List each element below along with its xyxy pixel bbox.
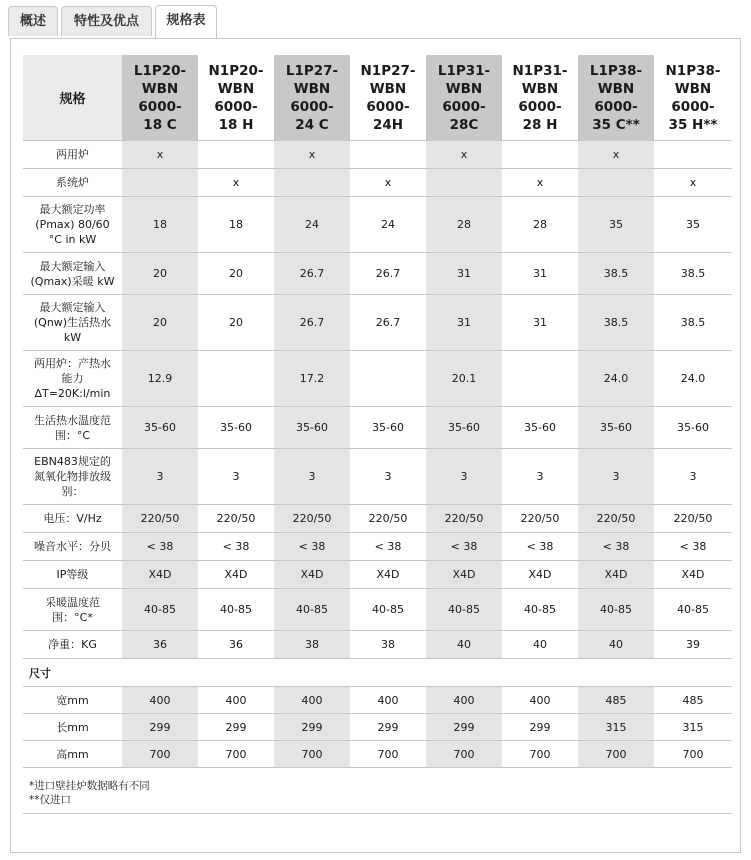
table-cell: 220/50 (426, 505, 502, 533)
model-header-line: N1P27- (360, 62, 416, 79)
row-label-line: 最大额定输入 (39, 301, 106, 314)
table-cell: X4D (502, 561, 578, 589)
table-cell: 31 (426, 295, 502, 351)
row-label-line: 长mm (56, 720, 89, 734)
model-header-line: 28C (449, 116, 479, 133)
row-label (23, 407, 122, 449)
table-cell: 700 (426, 741, 502, 768)
table-cell: 40-85 (350, 589, 426, 631)
row-label (23, 351, 122, 407)
table-cell: x (198, 169, 274, 197)
model-header (426, 55, 502, 141)
table-cell: 3 (578, 449, 654, 505)
model-header-line: 6000- (594, 98, 638, 115)
table-cell: x (578, 141, 654, 169)
table-cell: 35-60 (350, 407, 426, 449)
table-cell (274, 169, 350, 197)
row-label (23, 561, 122, 589)
model-header-line: L1P38- (589, 62, 643, 79)
row-label (23, 687, 122, 714)
table-cell: 299 (502, 714, 578, 741)
table-cell: 700 (654, 741, 732, 768)
table-row (23, 561, 732, 589)
table-cell: 26.7 (350, 253, 426, 295)
table-cell: 20 (198, 295, 274, 351)
table-cell: 40-85 (122, 589, 198, 631)
table-cell: 3 (654, 449, 732, 505)
table-cell: 3 (122, 449, 198, 505)
table-cell: 220/50 (274, 505, 350, 533)
table-cell: 3 (350, 449, 426, 505)
model-header-line: 35 H** (668, 116, 718, 133)
table-cell: 40-85 (426, 589, 502, 631)
row-label-line: 两用炉 (56, 148, 89, 161)
model-header-line: 6000- (290, 98, 334, 115)
table-cell: 400 (426, 687, 502, 714)
table-cell: 700 (350, 741, 426, 768)
header-row (23, 55, 732, 141)
table-cell (350, 141, 426, 169)
model-header-line: L1P20- (133, 62, 187, 79)
table-cell: X4D (426, 561, 502, 589)
model-header-line: WBN (293, 80, 331, 97)
table-cell: 31 (426, 253, 502, 295)
model-header-line: 6000- (214, 98, 258, 115)
table-cell: 35-60 (198, 407, 274, 449)
spec-table (23, 55, 732, 768)
table-cell: 40-85 (198, 589, 274, 631)
table-cell: < 38 (654, 533, 732, 561)
model-header-line: WBN (369, 80, 407, 97)
table-cell: 3 (426, 449, 502, 505)
table-cell: 220/50 (198, 505, 274, 533)
table-cell: X4D (198, 561, 274, 589)
table-cell: 24 (274, 197, 350, 253)
table-cell: 40-85 (654, 589, 732, 631)
row-label (23, 295, 122, 351)
table-cell: 315 (654, 714, 732, 741)
model-header (578, 55, 654, 141)
tab-overview[interactable]: 概述 (8, 6, 58, 36)
model-header-line: 18 H (218, 116, 254, 133)
section-title: 尺寸 (23, 659, 732, 687)
model-header-line: 6000- (366, 98, 410, 115)
table-cell: x (654, 169, 732, 197)
table-cell: 36 (198, 631, 274, 659)
table-cell: 38 (274, 631, 350, 659)
table-row (23, 714, 732, 741)
row-label (23, 505, 122, 533)
model-header-line: L1P31- (437, 62, 491, 79)
row-label (23, 197, 122, 253)
table-cell: 35-60 (654, 407, 732, 449)
row-label (23, 589, 122, 631)
table-cell: 38.5 (578, 295, 654, 351)
table-row (23, 631, 732, 659)
table-cell (122, 169, 198, 197)
table-row (23, 169, 732, 197)
table-cell: 24.0 (578, 351, 654, 407)
row-label-line: (Pmax) 80/60 (35, 218, 110, 231)
table-cell: X4D (122, 561, 198, 589)
model-header-line: 6000- (442, 98, 486, 115)
table-cell (578, 169, 654, 197)
table-cell: X4D (578, 561, 654, 589)
table-row (23, 449, 732, 505)
table-cell: < 38 (122, 533, 198, 561)
row-label (23, 169, 122, 197)
footnotes (23, 775, 732, 814)
row-label-line: 噪音水平：分贝 (34, 540, 111, 553)
table-cell: 35-60 (274, 407, 350, 449)
table-cell: 3 (274, 449, 350, 505)
table-cell: 40-85 (274, 589, 350, 631)
table-row (23, 533, 732, 561)
table-cell: x (502, 169, 578, 197)
model-header-line: L1P27- (285, 62, 339, 79)
table-cell: x (426, 141, 502, 169)
row-label-line: 别： (61, 485, 84, 498)
row-label-line: 采暖温度范 (45, 595, 100, 609)
row-label (23, 533, 122, 561)
table-cell: 400 (350, 687, 426, 714)
row-label (23, 449, 122, 505)
table-cell: 40 (426, 631, 502, 659)
table-cell: 400 (122, 687, 198, 714)
row-label-line: 两用炉：产热水 (34, 357, 111, 370)
model-header-line: WBN (521, 80, 559, 97)
table-cell (502, 141, 578, 169)
table-cell: 3 (502, 449, 578, 505)
row-label-line: 氮氧化物排放级 (34, 470, 111, 483)
row-label-line: 围：°C (54, 428, 91, 442)
table-cell: 39 (654, 631, 732, 659)
table-cell (654, 141, 732, 169)
table-cell: 3 (198, 449, 274, 505)
table-cell: 220/50 (502, 505, 578, 533)
table-cell: 220/50 (350, 505, 426, 533)
table-cell: 40-85 (502, 589, 578, 631)
table-row (23, 295, 732, 351)
table-row (23, 351, 732, 407)
table-cell: 28 (426, 197, 502, 253)
row-label-line: 最大额定功率 (39, 203, 106, 216)
table-cell: 700 (578, 741, 654, 768)
model-header (122, 55, 198, 141)
table-cell: < 38 (426, 533, 502, 561)
table-cell: 35 (654, 197, 732, 253)
table-cell: 17.2 (274, 351, 350, 407)
table-cell: 40 (578, 631, 654, 659)
table-row (23, 253, 732, 295)
row-label-line: 高mm (56, 747, 89, 761)
row-label-line: 电压：V/Hz (43, 512, 102, 525)
row-label (23, 714, 122, 741)
model-header (654, 55, 732, 141)
table-cell: X4D (274, 561, 350, 589)
row-label-line: 系统炉 (56, 176, 89, 189)
row-label-line: 生活热水温度范 (34, 413, 111, 427)
table-cell: 31 (502, 295, 578, 351)
table-cell: 35-60 (122, 407, 198, 449)
table-cell: 31 (502, 253, 578, 295)
row-label-line: 能力 (61, 372, 84, 385)
table-cell: 40-85 (578, 589, 654, 631)
row-label-line: EBN483规定的 (34, 455, 111, 468)
table-cell: 299 (122, 714, 198, 741)
model-header-line: 6000- (138, 98, 182, 115)
table-cell: 24.0 (654, 351, 732, 407)
table-cell: 20 (122, 253, 198, 295)
table-cell (198, 141, 274, 169)
table-cell: 35-60 (426, 407, 502, 449)
model-header-line: WBN (141, 80, 179, 97)
table-cell: x (274, 141, 350, 169)
table-row (23, 407, 732, 449)
table-cell: 38.5 (654, 253, 732, 295)
row-label-line: °C in kW (48, 233, 97, 246)
table-cell: x (350, 169, 426, 197)
table-cell: 20.1 (426, 351, 502, 407)
table-cell (426, 169, 502, 197)
row-label (23, 741, 122, 768)
row-label (23, 631, 122, 659)
model-header-line: 18 C (143, 116, 177, 133)
footnote-2: **仅进口 (29, 794, 71, 806)
table-cell: 220/50 (578, 505, 654, 533)
model-header (502, 55, 578, 141)
table-cell: 35-60 (502, 407, 578, 449)
table-row (23, 687, 732, 714)
row-label-line: 宽mm (56, 693, 89, 707)
table-cell: 28 (502, 197, 578, 253)
table-cell (350, 351, 426, 407)
row-label-line: (Qmax)采暖 kW (30, 274, 115, 288)
row-label-line: (Qnw)生活热水 (33, 316, 112, 329)
model-header (274, 55, 350, 141)
table-cell: 400 (502, 687, 578, 714)
table-cell: < 38 (578, 533, 654, 561)
table-cell: 400 (198, 687, 274, 714)
model-header-line: 35 C** (592, 116, 640, 133)
table-cell: 315 (578, 714, 654, 741)
section-row (23, 659, 732, 687)
table-cell: 26.7 (274, 253, 350, 295)
table-cell: 18 (198, 197, 274, 253)
row-label-line: 围：°C* (52, 610, 93, 624)
table-cell: 299 (198, 714, 274, 741)
table-cell: 299 (350, 714, 426, 741)
table-row (23, 141, 732, 169)
table-cell: 400 (274, 687, 350, 714)
row-label-line: IP等级 (56, 568, 89, 581)
table-cell: 24 (350, 197, 426, 253)
footnote-1: *进口壁挂炉数据略有不同 (29, 780, 150, 792)
spec-panel (10, 38, 741, 853)
table-cell: 26.7 (274, 295, 350, 351)
model-header (198, 55, 274, 141)
row-label-line: 净重：KG (48, 638, 97, 651)
model-header-line: WBN (445, 80, 483, 97)
tab-specifications[interactable]: 规格表 (155, 5, 217, 39)
model-header-line: WBN (217, 80, 255, 97)
table-row (23, 589, 732, 631)
model-header-line: N1P31- (512, 62, 568, 79)
table-cell: < 38 (274, 533, 350, 561)
table-cell: 26.7 (350, 295, 426, 351)
row-label (23, 253, 122, 295)
table-cell: 299 (426, 714, 502, 741)
table-cell: < 38 (502, 533, 578, 561)
table-cell: 299 (274, 714, 350, 741)
table-row (23, 197, 732, 253)
table-cell: 220/50 (122, 505, 198, 533)
table-cell: 40 (502, 631, 578, 659)
model-header (350, 55, 426, 141)
row-label-line: 最大额定输入 (39, 259, 106, 273)
table-cell: 20 (198, 253, 274, 295)
table-cell: 700 (502, 741, 578, 768)
table-cell: X4D (350, 561, 426, 589)
table-cell: 38 (350, 631, 426, 659)
model-header-line: 24 C (295, 116, 329, 133)
row-label (23, 141, 122, 169)
row-label-line: ∆T=20K:l/min (34, 387, 111, 400)
table-cell: 485 (654, 687, 732, 714)
table-cell: X4D (654, 561, 732, 589)
row-label-line: kW (63, 331, 82, 344)
model-header-line: 28 H (522, 116, 558, 133)
spec-header-label: 规格 (23, 55, 122, 141)
table-cell: x (122, 141, 198, 169)
model-header-line: WBN (674, 80, 712, 97)
table-cell: 20 (122, 295, 198, 351)
model-header-line: N1P20- (208, 62, 264, 79)
table-cell: 700 (274, 741, 350, 768)
table-cell: 220/50 (654, 505, 732, 533)
table-cell (198, 351, 274, 407)
table-cell: 18 (122, 197, 198, 253)
table-cell: 485 (578, 687, 654, 714)
table-cell: 35 (578, 197, 654, 253)
tab-features[interactable]: 特性及优点 (61, 6, 152, 36)
model-header-line: 24H (372, 116, 404, 133)
table-cell: 35-60 (578, 407, 654, 449)
table-cell: < 38 (198, 533, 274, 561)
table-cell (502, 351, 578, 407)
table-cell: 38.5 (654, 295, 732, 351)
model-header-line: 6000- (518, 98, 562, 115)
table-cell: 38.5 (578, 253, 654, 295)
model-header-line: N1P38- (665, 62, 721, 79)
table-cell: 700 (198, 741, 274, 768)
table-cell: 36 (122, 631, 198, 659)
table-row (23, 505, 732, 533)
table-row (23, 741, 732, 768)
table-cell: 700 (122, 741, 198, 768)
table-cell: 12.9 (122, 351, 198, 407)
table-cell: < 38 (350, 533, 426, 561)
model-header-line: 6000- (671, 98, 715, 115)
model-header-line: WBN (597, 80, 635, 97)
